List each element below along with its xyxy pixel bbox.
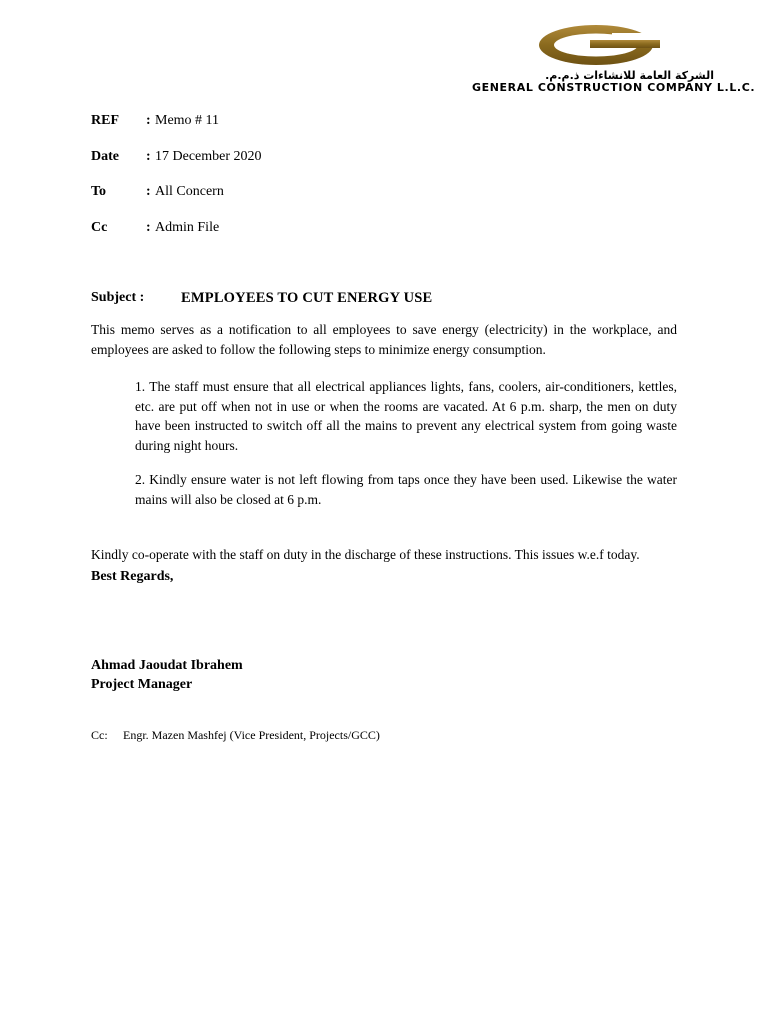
cc-value: Admin File [155,220,220,235]
ref-value: Memo # 11 [155,113,220,128]
colon: : [146,184,151,199]
instruction-item-1: 1. The staff must ensure that all electrical appliances lights, fans, coolers, air-conditioners, kettles, etc. are put off when not in use or when the rooms are vacated. At 6 p.m. sharp, the men on duty have been instructed to switch off all the mains to prevent any electrical system from going waste during night hours. [135,379,677,453]
date-value: 17 December 2020 [155,149,262,164]
regards: Best Regards, [91,569,174,584]
cc-label: Cc [91,220,108,235]
subject-text: EMPLOYEES TO CUT ENERGY USE [181,290,433,306]
colon: : [146,220,151,235]
gcc-g-logo-icon [462,22,722,72]
company-arabic-name: الشركة العامة للانشاءات ذ.م.م. [545,69,714,82]
cc-footer-label: Cc: [91,728,108,742]
date-label: Date [91,149,119,164]
to-label: To [91,184,107,199]
to-value: All Concern [155,184,224,199]
signatory-name: Ahmad Jaoudat Ibrahem [91,658,243,673]
subject-label: Subject : [91,290,145,305]
colon: : [146,113,151,128]
company-name: GENERAL CONSTRUCTION COMPANY L.L.C. [472,81,756,94]
instruction-item-2: 2. Kindly ensure water is not left flowing from taps once they have been used. Likewise the water mains will also be closed at 6 p.m. [135,472,677,507]
ref-label: REF [91,113,119,128]
company-letterhead [462,22,756,96]
closing-paragraph: Kindly co-operate with the staff on duty in the discharge of these instructions. This issues w.e.f today. [91,547,640,562]
signatory-title: Project Manager [91,677,193,692]
cc-footer-text: Engr. Mazen Mashfej (Vice President, Projects/GCC) [123,728,380,742]
intro-paragraph: This memo serves as a notification to all employees to save energy (electricity) in the workplace, and employees are asked to follow the following steps to minimize energy consumption. [91,322,677,357]
colon: : [146,149,151,164]
